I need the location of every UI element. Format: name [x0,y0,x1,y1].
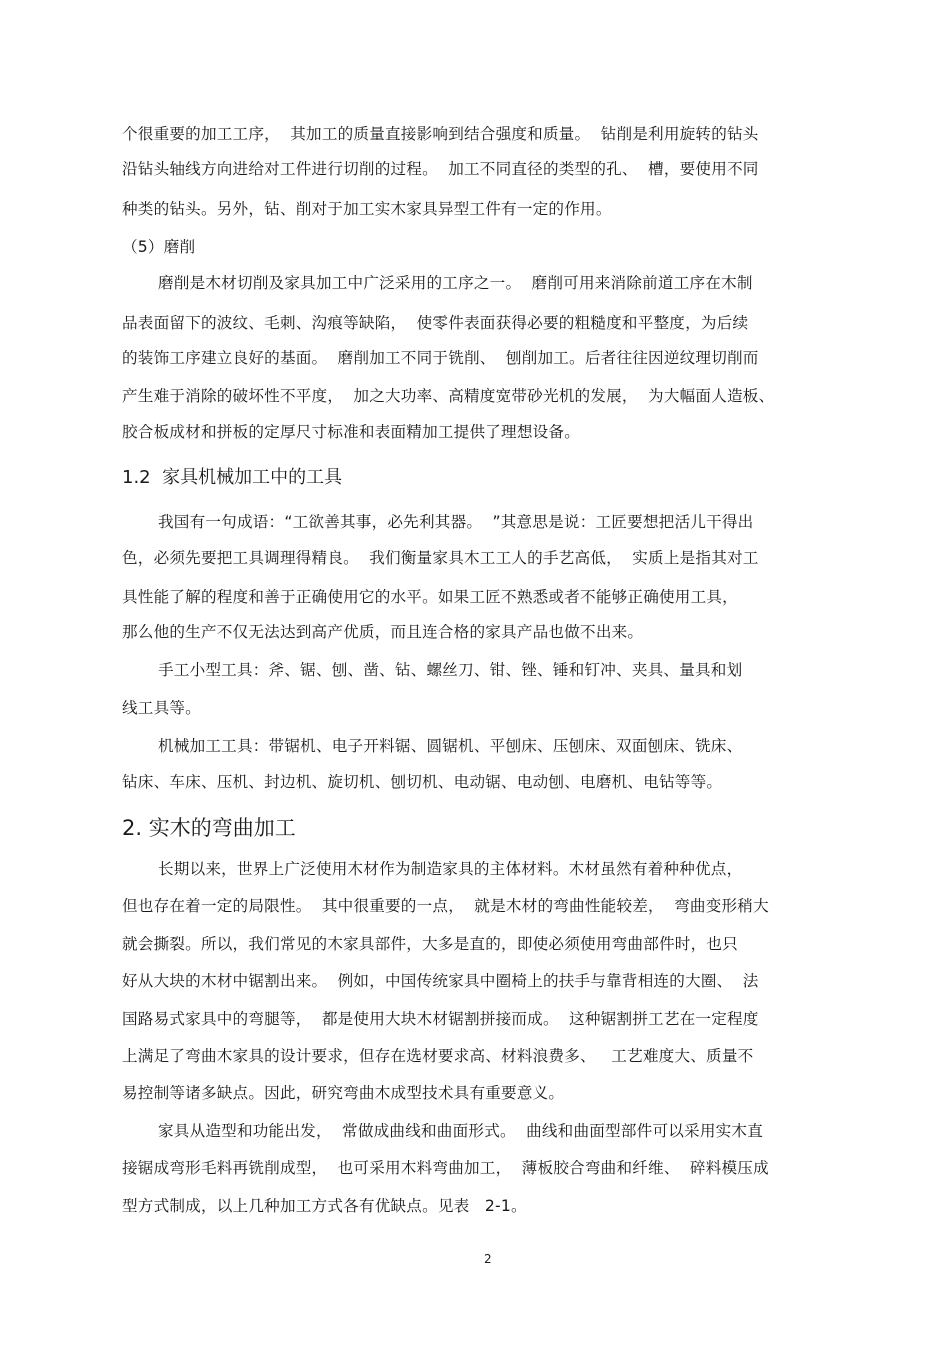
text-line: 品表面留下的波纹、毛刺、沟痕等缺陷， 使零件表面获得必要的粗糙度和平整度，为后续 [122,314,749,332]
text-line: 种类的钻头。另外，钻、削对于加工实木家具异型工件有一定的作用。 [122,200,612,218]
page-number: 2 [484,1252,492,1266]
text-line: 线工具等。 [122,699,201,717]
text-line: 钻床、车床、压机、封边机、旋切机、刨切机、电动锯、电动刨、电磨机、电钻等等。 [122,773,723,791]
text-line: 就会撕裂。所以，我们常见的木家具部件，大多是直的，即使必须使用弯曲部件时，也只 [122,935,738,953]
section-heading: 2. 实木的弯曲加工 [122,816,296,840]
text-line: 具性能了解的程度和善于正确使用它的水平。如果工匠不熟悉或者不能够正确使用工具， [122,588,738,606]
text-line: 但也存在着一定的局限性。 其中很重要的一点， 就是木材的弯曲性能较差， 弯曲变形稍大 [122,897,769,915]
text-line: 产生难于消除的破坏性不平度， 加之大功率、高精度宽带砂光机的发展， 为大幅面人造板、 [122,387,775,405]
text-line: 型方式制成，以上几种加工方式各有优缺点。见表 2-1。 [122,1197,527,1215]
text-line: 上满足了弯曲木家具的设计要求，但存在选材要求高、材料浪费多、 工艺难度大、质量不 [122,1047,754,1065]
text-line: 国路易式家具中的弯腿等， 都是使用大块木材锯割拼接而成。 这种锯割拼工艺在一定程度 [122,1010,759,1028]
text-line: 易控制等诸多缺点。因此，研究弯曲木成型技术具有重要意义。 [122,1084,565,1102]
text-line: 那么他的生产不仅无法达到高产优质，而且连合格的家具产品也做不出来。 [122,623,644,641]
text-line: 手工小型工具：斧、锯、刨、凿、钻、螺丝刀、钳、锉、锤和钉冲、夹具、量具和划 [158,661,743,679]
text-line: 长期以来，世界上广泛使用木材作为制造家具的主体材料。木材虽然有着种种优点， [158,860,743,878]
text-line: 机械加工工具：带锯机、电子开料锯、圆锯机、平刨床、压刨床、双面刨床、铣床、 [158,737,743,755]
text-line: 个很重要的加工工序， 其加工的质量直接影响到结合强度和质量。 钻削是利用旋转的钻头 [122,125,759,143]
subsection-title: （5）磨削 [122,238,196,256]
text-line: 的装饰工序建立良好的基面。 磨削加工不同于铣削、 刨削加工。后者往往因逆纹理切削而 [122,349,759,367]
text-line: 胶合板成材和拼板的定厚尺寸标准和表面精加工提供了理想设备。 [122,423,581,441]
text-line: 色，必须先要把工具调理得精良。 我们衡量家具木工工人的手艺高低， 实质上是指其对工 [122,549,759,567]
text-line: 磨削是木材切削及家具加工中广泛采用的工序之一。 磨削可用来消除前道工序在木制 [158,274,753,292]
text-line: 我国有一句成语：“工欲善其事，必先利其器。 ”其意思是说：工匠要想把活儿干得出 [158,513,754,531]
text-line: 接锯成弯形毛料再铣削成型， 也可采用木料弯曲加工， 薄板胶合弯曲和纤维、 碎料模压成 [122,1159,769,1177]
text-line: 好从大块的木材中锯割出来。 例如，中国传统家具中圈椅上的扶手与靠背相连的大圈、 法 [122,972,759,990]
section-heading: 1.2 家具机械加工中的工具 [122,467,343,488]
text-line: 沿钻头轴线方向进给对工件进行切削的过程。 加工不同直径的类型的孔、 槽，要使用不同 [122,160,759,178]
text-line: 家具从造型和功能出发， 常做成曲线和曲面形式。 曲线和曲面型部件可以采用实木直 [158,1122,763,1140]
